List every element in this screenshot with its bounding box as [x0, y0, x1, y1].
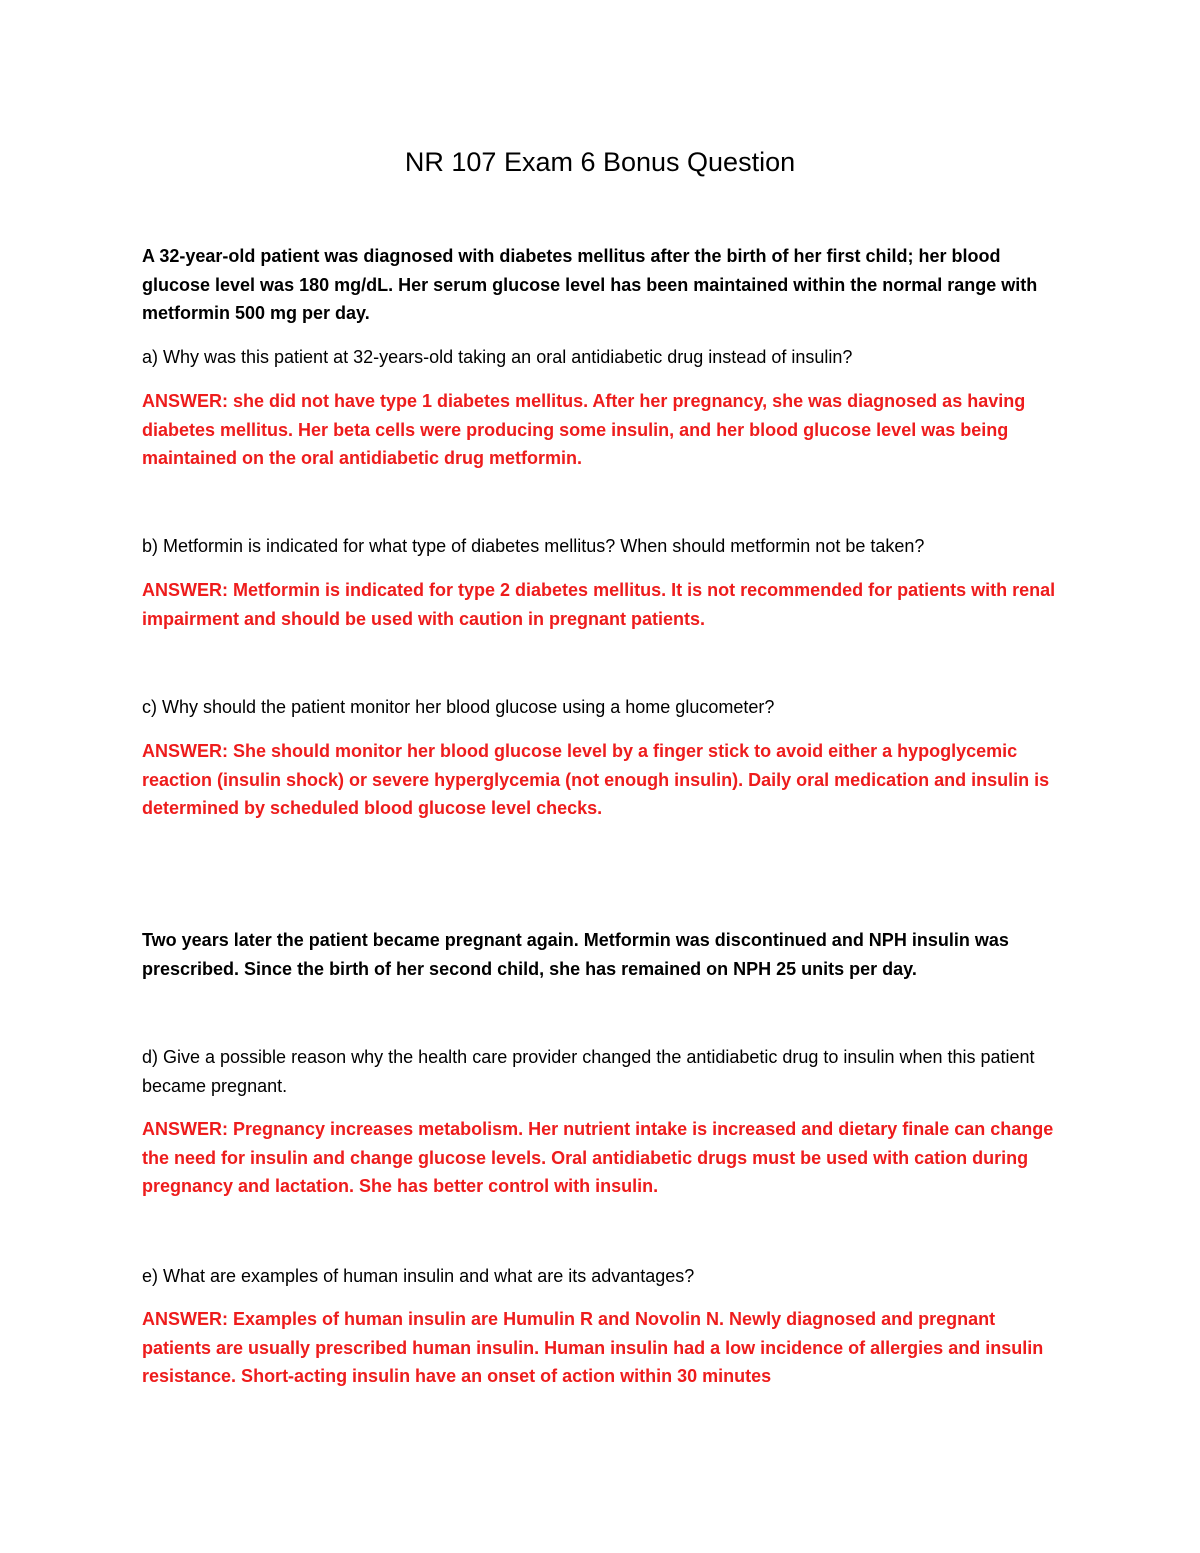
scenario-second-pregnancy: Two years later the patient became pregnant again. Metformin was discontinued and NPH insulin was prescribed. Since the birth of her second child, she has remained on NPH 25 units per day. — [142, 930, 1009, 979]
question-e: e) What are examples of human insulin and what are its advantages? — [142, 1266, 695, 1286]
answer-a: ANSWER: she did not have type 1 diabetes mellitus. After her pregnancy, she was diagnosed as having diabetes mellitus. Her beta cells were producing some insulin, and her blood glucose level was being maintained on the oral antidiabetic drug metformin. — [142, 391, 1026, 468]
question-b: b) Metformin is indicated for what type of diabetes mellitus? When should metformin not be taken? — [142, 536, 925, 556]
answer-c: ANSWER: She should monitor her blood glucose level by a finger stick to avoid either a hypoglycemic reaction (insulin shock) or severe hyperglycemia (not enough insulin). Daily oral medication and insulin is determined by scheduled blood glucose level checks. — [142, 741, 1050, 818]
page-title: NR 107 Exam 6 Bonus Question — [404, 147, 796, 177]
scenario-intro: A 32-year-old patient was diagnosed with diabetes mellitus after the birth of her first child; her blood glucose level was 180 mg/dL. Her serum glucose level has been maintained within the normal range with metformin 500 mg per day. — [142, 246, 1038, 323]
question-a: a) Why was this patient at 32-years-old taking an oral antidiabetic drug instead of insulin? — [142, 347, 853, 367]
answer-b: ANSWER: Metformin is indicated for type 2 diabetes mellitus. It is not recommended for patients with renal impairment and should be used with caution in pregnant patients. — [142, 580, 1056, 629]
question-c: c) Why should the patient monitor her blood glucose using a home glucometer? — [142, 697, 775, 717]
answer-d: ANSWER: Pregnancy increases metabolism. Her nutrient intake is increased and dietary finale can change the need for insulin and change glucose levels. Oral antidiabetic drugs must be used with cation during pregnancy and lactation. She has better control with insulin. — [142, 1119, 1054, 1196]
question-d: d) Give a possible reason why the health care provider changed the antidiabetic drug to insulin when this patient became pregnant. — [142, 1047, 1035, 1096]
answer-e: ANSWER: Examples of human insulin are Humulin R and Novolin N. Newly diagnosed and pregnant patients are usually prescribed human insulin. Human insulin had a low incidence of allergies and insulin resistance. Short-acting insulin have an onset of action within 30 minutes — [142, 1309, 1044, 1386]
